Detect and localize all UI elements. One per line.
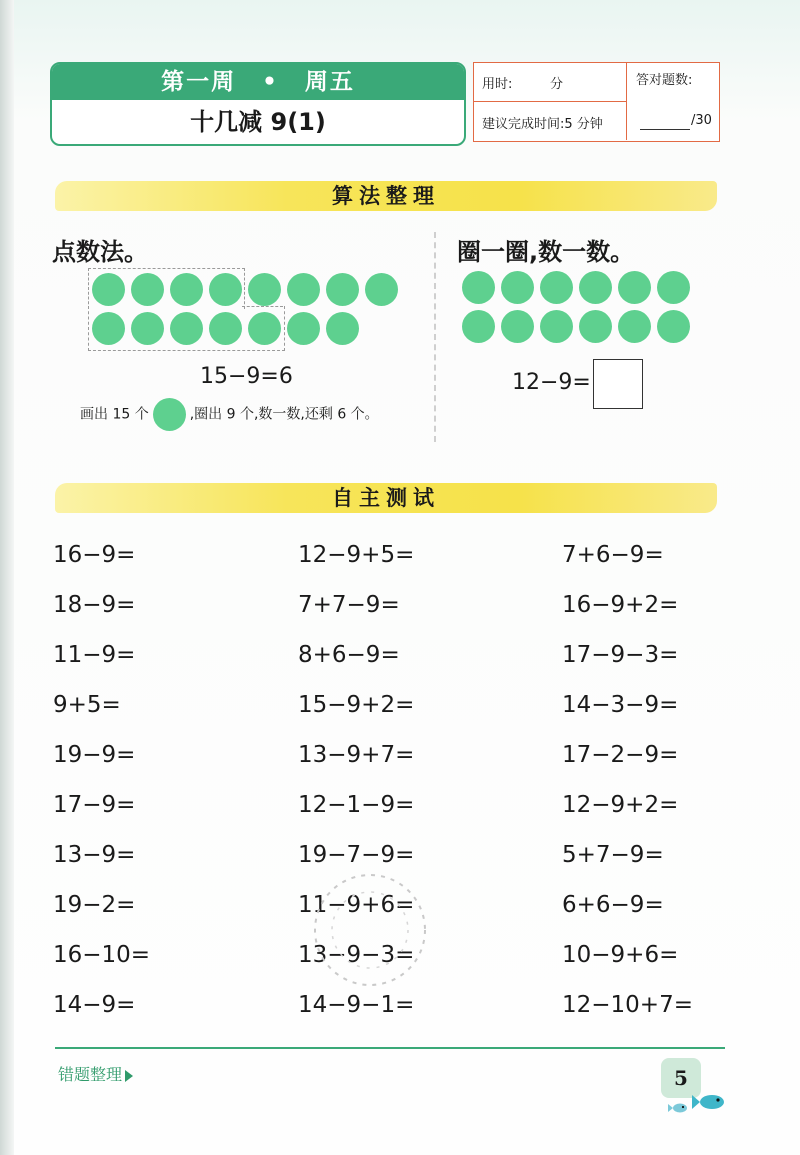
dot xyxy=(462,310,495,343)
green-dot-icon xyxy=(153,398,186,431)
problem: 16−9+2= xyxy=(562,592,679,618)
problem: 11−9+6= xyxy=(298,892,415,918)
dot xyxy=(501,310,534,343)
note-start: 画出 15 个 xyxy=(80,406,149,423)
answer-box[interactable] xyxy=(593,359,643,409)
problem: 17−2−9= xyxy=(562,742,679,768)
error-review-link[interactable] xyxy=(58,1062,133,1085)
column-divider xyxy=(434,232,436,442)
right-equation: 12−9= xyxy=(512,370,591,395)
watermark-stamp xyxy=(300,860,440,1000)
note-end: ,圈出 9 个,数一数,还剩 6 个。 xyxy=(189,406,379,423)
dot xyxy=(326,273,359,306)
dot xyxy=(209,312,242,345)
fish-icon xyxy=(668,1088,730,1118)
problem: 13−9= xyxy=(53,842,136,868)
section-title-self-test: 自主测试 xyxy=(55,483,717,513)
week-label: 第一周 xyxy=(161,69,237,95)
problem: 12−10+7= xyxy=(562,992,693,1018)
problem: 17−9= xyxy=(53,792,136,818)
suggested-time-cell xyxy=(474,102,627,140)
dot xyxy=(501,271,534,304)
dot xyxy=(540,310,573,343)
footer-divider xyxy=(55,1047,725,1049)
time-used-cell xyxy=(474,63,627,102)
problem: 19−9= xyxy=(53,742,136,768)
dot xyxy=(657,310,690,343)
correct-blank[interactable] xyxy=(640,115,690,130)
method-note xyxy=(80,398,379,431)
dot xyxy=(287,273,320,306)
suggested-time: 建议完成时间:5 分钟 xyxy=(482,117,603,132)
dot xyxy=(131,273,164,306)
problem: 9+5= xyxy=(53,692,121,718)
separator-dot: • xyxy=(262,69,279,95)
dot xyxy=(248,312,281,345)
dot xyxy=(92,273,125,306)
error-review-label: 错题整理 xyxy=(58,1065,123,1084)
problem: 12−1−9= xyxy=(298,792,415,818)
problem: 19−2= xyxy=(53,892,136,918)
problem: 15−9+2= xyxy=(298,692,415,718)
time-unit: 分 xyxy=(550,77,564,92)
dot xyxy=(462,271,495,304)
problem: 14−3−9= xyxy=(562,692,679,718)
page-edge xyxy=(0,0,14,1155)
day-label: 周五 xyxy=(304,69,355,95)
dot xyxy=(170,273,203,306)
dot xyxy=(92,312,125,345)
correct-total: /30 xyxy=(691,113,712,128)
problem: 5+7−9= xyxy=(562,842,664,868)
problem: 13−9+7= xyxy=(298,742,415,768)
dot xyxy=(579,310,612,343)
problem: 7+6−9= xyxy=(562,542,664,568)
problem: 18−9= xyxy=(53,592,136,618)
right-method-title: 圈一圈,数一数。 xyxy=(457,238,635,266)
dot xyxy=(540,271,573,304)
problem: 12−9+5= xyxy=(298,542,415,568)
circle-group-step xyxy=(242,306,283,307)
time-used-label: 用时: xyxy=(482,77,513,92)
dot xyxy=(287,312,320,345)
left-equation: 15−9=6 xyxy=(200,364,293,389)
problem: 14−9= xyxy=(53,992,136,1018)
left-method-title: 点数法。 xyxy=(52,238,148,266)
problem: 11−9= xyxy=(53,642,136,668)
page-number: 5 xyxy=(661,1058,701,1098)
problem: 7+7−9= xyxy=(298,592,400,618)
dot xyxy=(365,273,398,306)
problem: 10−9+6= xyxy=(562,942,679,968)
problem: 6+6−9= xyxy=(562,892,664,918)
problem: 16−10= xyxy=(53,942,151,968)
dot xyxy=(618,271,651,304)
correct-label: 答对题数: xyxy=(636,73,693,88)
dot xyxy=(657,271,690,304)
problem: 19−7−9= xyxy=(298,842,415,868)
problem: 13−9−3= xyxy=(298,942,415,968)
week-header xyxy=(50,62,466,146)
lesson-topic: 十几减 9(1) xyxy=(190,108,326,136)
info-box xyxy=(473,62,720,142)
dot xyxy=(248,273,281,306)
problem: 17−9−3= xyxy=(562,642,679,668)
section-title-algorithm: 算法整理 xyxy=(55,181,717,211)
problem: 16−9= xyxy=(53,542,136,568)
dot xyxy=(170,312,203,345)
dot xyxy=(618,310,651,343)
dot xyxy=(579,271,612,304)
dot xyxy=(131,312,164,345)
correct-count-cell xyxy=(628,63,719,141)
problem: 12−9+2= xyxy=(562,792,679,818)
dot xyxy=(209,273,242,306)
week-day-bar xyxy=(52,64,464,100)
problem: 8+6−9= xyxy=(298,642,400,668)
dot xyxy=(326,312,359,345)
problem: 14−9−1= xyxy=(298,992,415,1018)
arrow-right-icon xyxy=(125,1070,133,1082)
